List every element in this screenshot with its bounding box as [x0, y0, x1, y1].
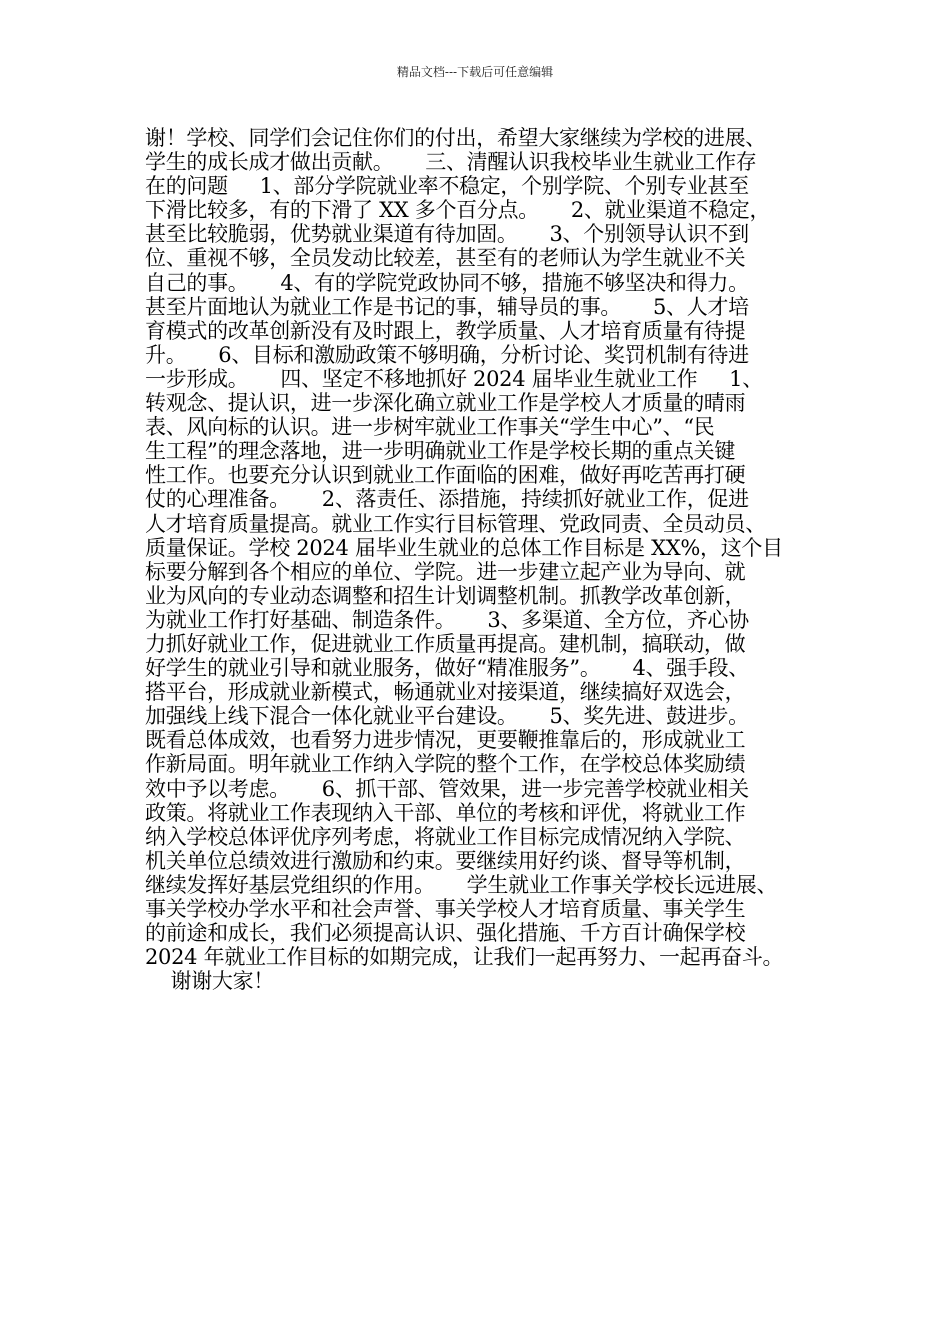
- body-line: 下滑比较多，有的下滑了 XX 多个百分点。 2、就业渠道不稳定，: [145, 198, 771, 223]
- body-line: 育模式的改革创新没有及时跟上，教学质量、人才培育质量有待提: [145, 318, 746, 343]
- body-line: 作新局面。明年就业工作纳入学院的整个工作，在学校总体奖励绩: [145, 752, 746, 777]
- body-line: 机关单位总绩效进行激励和约束。要继续用好约谈、督导等机制，: [145, 848, 746, 873]
- body-line: 继续发挥好基层党组织的作用。 学生就业工作事关学校长远进展、: [145, 872, 778, 897]
- body-line: 政策。将就业工作表现纳入干部、单位的考核和评优，将就业工作: [145, 800, 746, 825]
- body-line: 为就业工作打好基础、制造条件。 3、多渠道、全方位，齐心协: [145, 607, 749, 632]
- body-line: 质量保证。学校 2024 届毕业生就业的总体工作目标是 XX%，这个目: [145, 535, 783, 560]
- body-line: 在的问题 1、部分学院就业率不稳定，个别学院、个别专业甚至: [145, 174, 749, 199]
- body-line: 2024 年就业工作目标的如期完成，让我们一起再努力、一起再奋斗。: [145, 945, 784, 970]
- body-line: 自己的事。 4、有的学院党政协同不够，措施不够坚决和得力。: [145, 270, 749, 295]
- body-line: 力抓好就业工作，促进就业工作质量再提高。建机制，搞联动，做: [145, 631, 746, 656]
- body-line: 表、风向标的认识。进一步树牢就业工作事关“学生中心”、“民: [145, 415, 715, 440]
- body-line: 既看总体成效，也看努力进步情况，更要鞭推靠后的，形成就业工: [145, 728, 746, 753]
- body-line: 标要分解到各个相应的单位、学院。进一步建立起产业为导向、就: [145, 559, 746, 584]
- document-body: [145, 126, 835, 993]
- body-line: 仗的心理准备。 2、落责任、添措施，持续抓好就业工作，促进: [145, 487, 749, 512]
- body-line: 位、重视不够，全员发动比较差，甚至有的老师认为学生就业不关: [145, 246, 746, 271]
- body-line: 加强线上线下混合一体化就业平台建设。 5、奖先进、鼓进步。: [145, 704, 749, 729]
- body-line: 好学生的就业引导和就业服务，做好“精准服务”。 4、强手段、: [145, 656, 750, 681]
- body-line: 性工作。也要充分认识到就业工作面临的困难，做好再吃苦再打硬: [145, 463, 746, 488]
- body-line: 的前途和成长，我们必须提高认识、强化措施、千方百计确保学校: [145, 921, 746, 946]
- body-line: 生工程”的理念落地，进一步明确就业工作是学校长期的重点关键: [145, 439, 736, 464]
- body-line: 搭平台，形成就业新模式，畅通就业对接渠道，继续搞好双选会，: [145, 680, 746, 705]
- closing-line: 谢谢大家！: [145, 969, 275, 994]
- body-line: 效中予以考虑。 6、抓干部、管效果，进一步完善学校就业相关: [145, 776, 749, 801]
- body-line: 转观念、提认识，进一步深化确立就业工作是学校人才质量的晴雨: [145, 391, 746, 416]
- body-line: 学生的成长成才做出贡献。 三、清醒认识我校毕业生就业工作存: [145, 150, 757, 175]
- body-line: 谢！学校、同学们会记住你们的付出，希望大家继续为学校的进展、: [145, 126, 766, 150]
- body-line: 业为风向的专业动态调整和招生计划调整机制。抓教学改革创新，: [145, 583, 746, 608]
- body-line: 纳入学校总体评优序列考虑，将就业工作目标完成情况纳入学院、: [145, 824, 746, 849]
- body-line: 甚至片面地认为就业工作是书记的事，辅导员的事。 5、人才培: [145, 294, 749, 319]
- body-line: 一步形成。 四、坚定不移地抓好 2024 届毕业生就业工作 1、: [145, 366, 763, 391]
- body-line: 事关学校办学水平和社会声誉、事关学校人才培育质量、事关学生: [145, 897, 746, 921]
- body-line: 升。 6、目标和激励政策不够明确，分析讨论、奖罚机制有待进: [145, 342, 749, 367]
- body-line: 人才培育质量提高。就业工作实行目标管理、党政同责、全员动员、: [145, 511, 766, 536]
- page-header: 精品文档---下载后可任意编辑: [396, 65, 554, 79]
- body-line: 甚至比较脆弱，优势就业渠道有待加固。 3、个别领导认识不到: [145, 222, 749, 247]
